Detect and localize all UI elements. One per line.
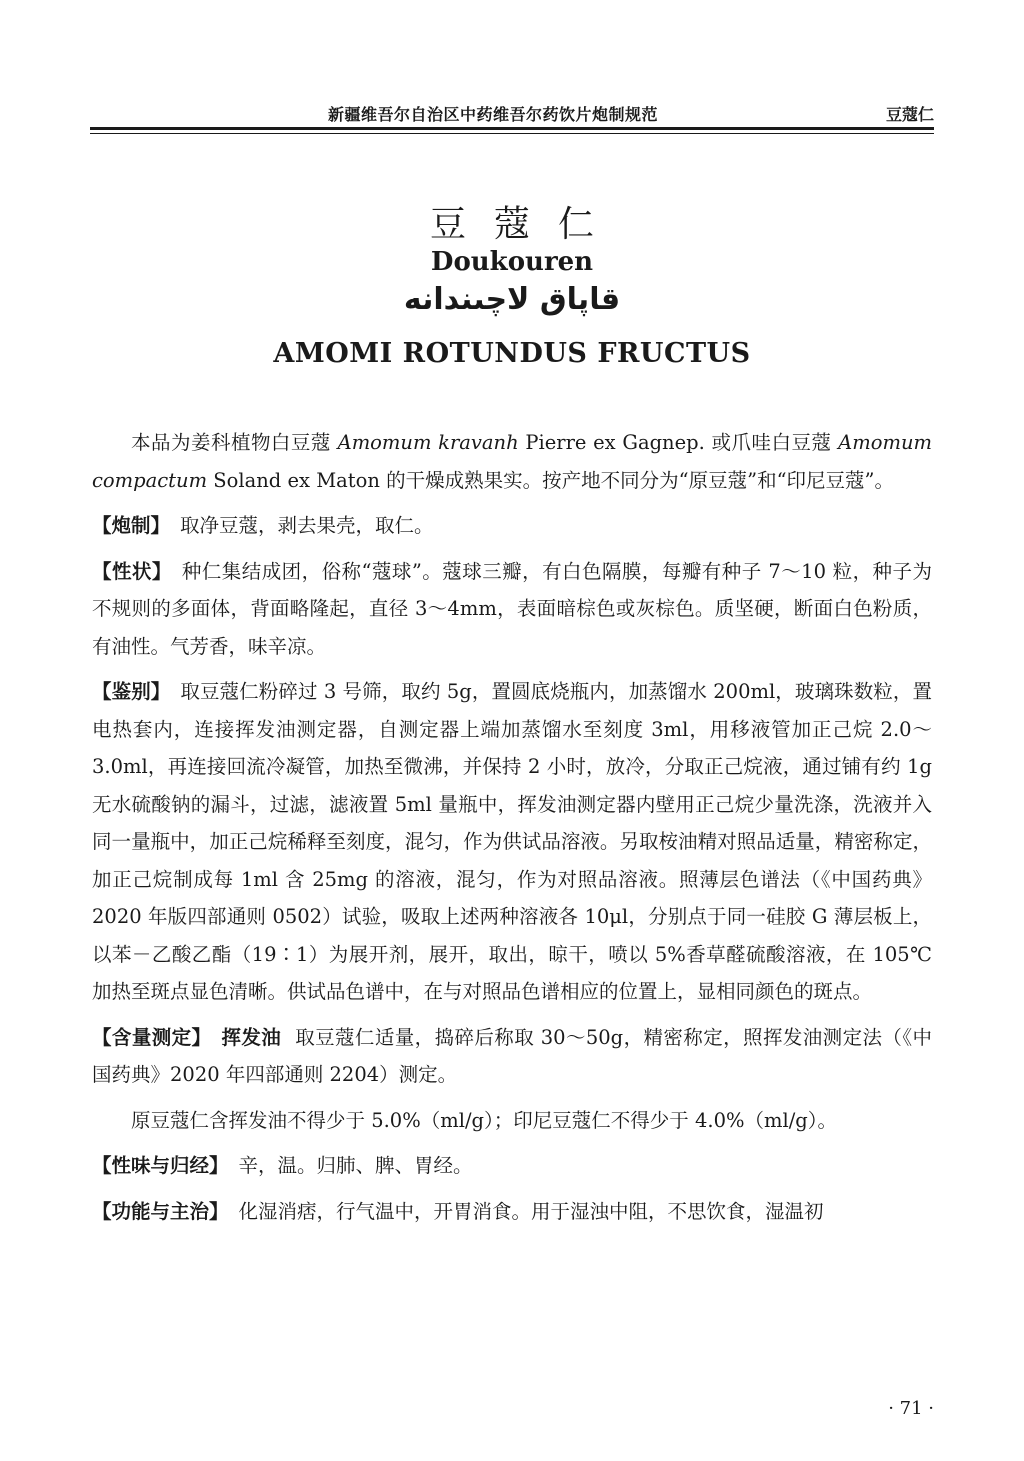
intro-text-2: Pierre ex Gagnep. 或爪哇白豆蔻 — [518, 431, 839, 454]
title-uyghur: قاپاق لاچىندانە — [403, 282, 621, 317]
book-title: 新疆维吾尔自治区中药维吾尔药饮片炮制规范 — [328, 105, 659, 124]
header-rule-thick — [90, 127, 934, 130]
title-chinese: 豆蔻仁 — [429, 204, 622, 245]
section-heading: 【性味与归经】 — [92, 1154, 229, 1177]
section-assay — [92, 1019, 932, 1094]
section-text: 种仁集结成团，俗称“蔻球”。蔻球三瓣，有白色隔膜，每瓣有种子 7～10 粒，种子为不规则的多面体，背面略隆起，直径 3～4mm，表面暗棕色或灰棕色。质坚硬，断面白色粉质，有油性。气芳香，味辛凉。 — [92, 559, 932, 658]
section-heading: 【功能与主治】 — [92, 1199, 229, 1223]
section-identification — [92, 673, 932, 1011]
species-name-2: Amomum compactum — [92, 431, 933, 492]
species-name-1: Amomum kravanh — [337, 431, 519, 454]
section-text: 取豆蔻仁粉碎过 3 号筛，取约 5g，置圆底烧瓶内，加蒸馏水 200ml，玻璃珠数粒，置电热套内，连接挥发油测定器，自测定器上端加蒸馏水至刻度 3ml，用移液管加正己烷 2.0～3.0ml，再连接回流冷凝管，加热至微沸，并保持 2 小时，放冷，分取正己烷液，通过铺有约 1g 无水硫酸钠的漏斗，过滤，滤液置 5ml 量瓶中，挥发油测定器内壁用正己烷少量洗涤，洗液并入同一量瓶中，加正己烷稀释至刻度，混匀，作为供试品溶液。另取桉油精对照品适量，精密称定，加正己烷制成每 1ml 含 25mg 的溶液，混匀，作为对照品溶液。照薄层色谱法（《中国药典》2020 年版四部通则 0502）试验，吸取上述两种溶液各 10μl，分别点于同一硅胶 G 薄层板上，以苯－乙酸乙酯（19∶1）为展开剂，展开，取出，晾干，喷以 5%香草醛硫酸溶液，在 105℃加热至斑点显色清晰。供试品色谱中，在与对照品色谱相应的位置上，显相同颜色的斑点。 — [92, 680, 932, 1003]
section-subheading: 挥发油 — [221, 1025, 282, 1049]
assay-limit-paragraph: 原豆蔻仁含挥发油不得少于 5.0%（ml/g）；印尼豆蔻仁不得少于 4.0%（ml/g）。 — [131, 1108, 838, 1132]
running-header — [90, 100, 934, 126]
section-text: 化湿消痞，行气温中，开胃消食。用于湿浊中阻，不思饮食，湿温初 — [238, 1199, 824, 1223]
intro-text-1: 本品为姜科植物白豆蔻 — [131, 431, 338, 454]
section-text: 取豆蔻仁适量，捣碎后称取 30～50g，精密称定，照挥发油测定法（《中国药典》2020 年四部通则 2204）测定。 — [92, 1025, 932, 1086]
page-number: · 71 · — [888, 1398, 934, 1419]
title-latin: AMOMI ROTUNDUS FRUCTUS — [273, 338, 751, 369]
section-heading: 【炮制】 — [92, 514, 171, 537]
header-herb-name: 豆蔻仁 — [885, 105, 934, 124]
section-function — [92, 1193, 932, 1231]
section-heading: 【含量测定】 — [92, 1025, 212, 1049]
header-rule-thin — [90, 133, 934, 134]
intro-text-3: Soland ex Maton 的干燥成熟果实。按产地不同分为“原豆蔻”和“印尼豆蔻”。 — [207, 468, 895, 492]
title-pinyin: Doukouren — [430, 247, 594, 277]
section-text: 取净豆蔻，剥去果壳，取仁。 — [180, 514, 434, 537]
section-nature — [92, 1147, 932, 1185]
section-processing — [92, 507, 932, 545]
section-heading: 【鉴别】 — [92, 680, 171, 703]
section-text: 辛，温。归肺、脾、胃经。 — [238, 1154, 473, 1177]
monograph-body — [92, 424, 932, 1238]
section-heading: 【性状】 — [92, 559, 172, 583]
intro-paragraph — [92, 424, 932, 499]
section-description — [92, 553, 932, 666]
